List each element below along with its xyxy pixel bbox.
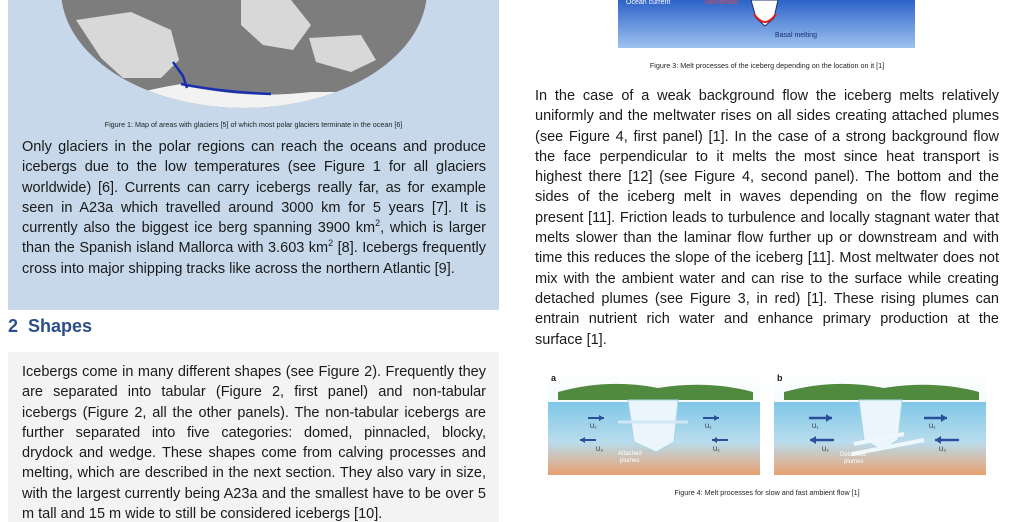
- figure3-caption: Figure 3: Melt processes of the iceberg depending on the location on it [1]: [649, 61, 885, 70]
- label-u1-left-a: U₁: [590, 424, 597, 430]
- label-u1-left-b: U₁: [812, 424, 819, 430]
- panel-a: [548, 370, 760, 475]
- glacier-map-figure: [61, 0, 428, 109]
- panel-b: [774, 370, 986, 475]
- label-attached-plumes-1: Attached: [618, 451, 642, 457]
- glacier-world-map: [61, 0, 428, 109]
- paragraph-glaciers: Only glaciers in the polar regions can reach the oceans and produce icebergs due to the low temperatures (see Figure 1 for all glaciers worldwide) [6]. Currents can carry icebergs really far, as for example seen in A23a which travelled around 3000 km for 5 years [7]. It is currently also the biggest ice berg spanning 3900 $km^2$, which is larger than the Spanish island Mallorca with 3.603 $km^2$ [8]. Icebergs frequently cross into major shipping tracks like across the northern Atlantic [9].: [22, 139, 487, 277]
- figure4-image: [548, 370, 986, 475]
- label-convection: convection: [705, 0, 739, 6]
- label-detached-plumes-1: Detached: [840, 452, 866, 458]
- panel-b-letter: b: [777, 373, 783, 383]
- figure3-image: [618, 0, 915, 48]
- paragraph-shapes: Icebergs come in many different shapes (see Figure 2). Frequently they are separated into tabular (Figure 2, first panel) and non-tabular icebergs (Figure 2, all the other panels). The non-tabular icebergs are further separated into five categories: domed, pinnacled, blocky, drydock and wedge. These shapes come from calving processes and melting, which are described in the next section. They also vary in size, with the largest currently being A23a and the smallest have to be over 5 m tall and 15 m wide to still be considered icebergs [10].: [22, 364, 486, 522]
- paragraph-melt-flow: In the case of a weak background flow the iceberg melts relatively uniformly and the meltwater rises on all sides creating attached plumes (see Figure 4, first panel) [1]. In the case of a strong background flow the face perpendicular to it melts the most since heat transport is highest there [12] (see Figure 4, second panel). The bottom and the sides of the iceberg melt in waves depending on the flow regime present [11]. Friction leads to turbulence and locally stagnant water that melts slower than the laminar flow further up or downstream and with time this reduces the slope of the iceberg [11]. Most meltwater does not mix with the ambient water and can rise to the surface while creating detached plumes (see Figure 3, in red) [1]. These rising plumes can entrain nutrient rich water and enhance primary production at the surface [1].: [535, 88, 999, 348]
- ambient-flow-figure: [548, 370, 986, 475]
- figure1-box: [8, 0, 499, 310]
- label-u1-right-a: U₁: [705, 424, 712, 430]
- label-basal-melting: Basal melting: [775, 32, 818, 39]
- panel-a-letter: a: [551, 373, 557, 383]
- melt-process-figure: [618, 0, 915, 48]
- figure1-caption: Figure 1: Map of areas with glaciers [5] of which most polar glaciers terminate in the ocean [6]: [104, 120, 403, 129]
- section-heading-shapes: 2 Shapes: [8, 316, 93, 336]
- label-u3-right-b: U₃: [939, 447, 946, 453]
- label-detached-plumes-2: plumes: [844, 459, 864, 465]
- shapes-text-box: [8, 352, 499, 522]
- label-u3-left-a: U₃: [596, 447, 603, 453]
- label-ocean-current: Ocean current: [626, 0, 671, 6]
- label-attached-plumes-2: plumes: [620, 458, 640, 464]
- figure4-caption: Figure 4: Melt processes for slow and fast ambient flow [1]: [674, 488, 860, 497]
- label-u1-right-b: U₁: [929, 424, 936, 430]
- label-u2-left-b: U₂: [822, 447, 829, 453]
- label-u2-right-a: U₂: [713, 447, 720, 453]
